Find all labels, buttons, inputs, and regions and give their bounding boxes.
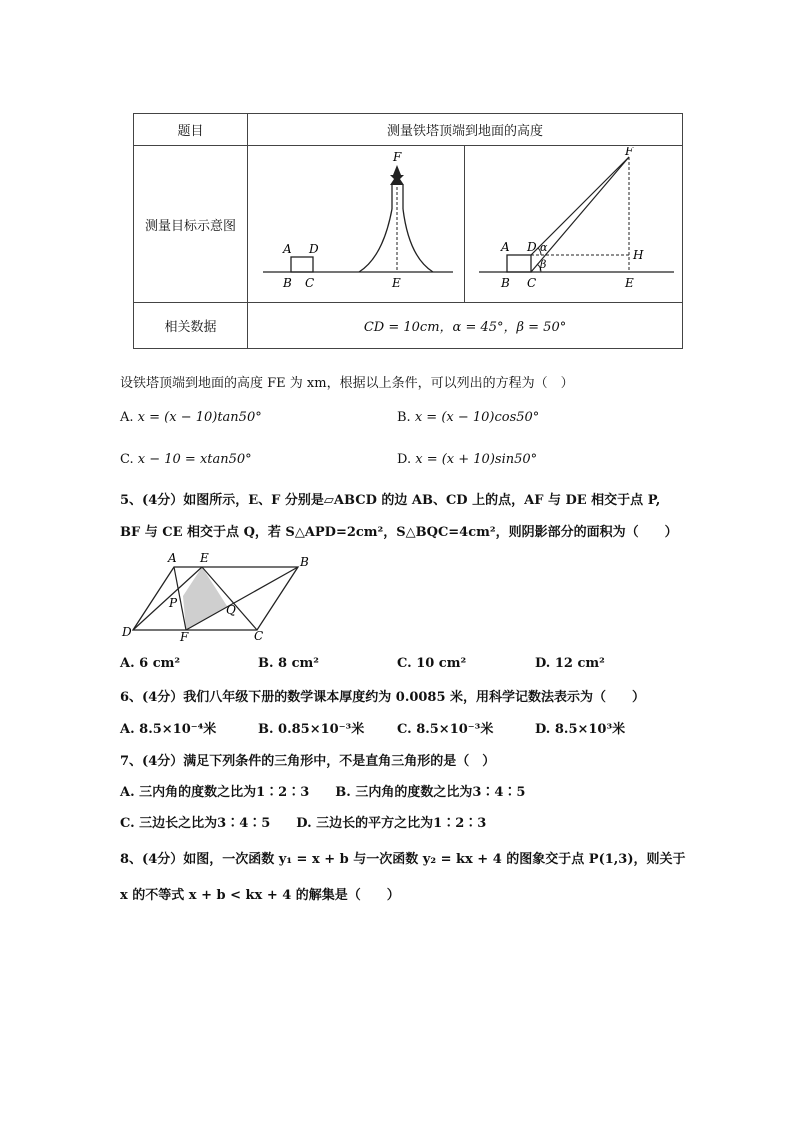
q6-option-c[interactable] [397, 718, 493, 737]
option-text: x = (x − 10)cos50° [414, 410, 540, 425]
label-B-2: B [500, 276, 510, 290]
tower-right-curve [403, 209, 433, 272]
option-text: 8.5×10³米 [554, 722, 626, 737]
q4-option-d[interactable] [397, 452, 537, 467]
q4-option-c[interactable] [120, 452, 252, 467]
diagram-cell-tower [248, 146, 465, 303]
label-P: P [169, 596, 178, 610]
q5-option-a[interactable] [120, 656, 180, 671]
label-B: B [300, 555, 309, 569]
option-letter: B. [397, 410, 411, 425]
option-text: x = (x − 10)tan50° [137, 410, 262, 425]
q7-options-cd: C. 三边长之比为3∶4∶5 D. 三边长的平方之比为1∶2∶3 [120, 816, 487, 831]
measuring-block [291, 257, 313, 272]
label-Q: Q [226, 603, 236, 617]
option-text: 8.5×10⁻³米 [416, 722, 494, 737]
q4-option-b[interactable] [397, 410, 539, 425]
option-letter: D. [397, 452, 412, 467]
table-header-label: 题目 [134, 114, 248, 146]
option-text: 8.5×10⁻⁴米 [139, 722, 217, 737]
tower-left-curve [359, 209, 392, 272]
angle-diagram [469, 147, 679, 297]
q5-option-b[interactable] [258, 656, 319, 671]
label-alpha: α [539, 241, 547, 254]
q6-option-b[interactable] [258, 718, 364, 737]
q7-stem: 7、(4分）满足下列条件的三角形中，不是直角三角形的是（ ） [120, 754, 496, 769]
label-A: A [283, 242, 292, 256]
q6-option-d[interactable] [535, 718, 625, 737]
option-letter: C. [397, 656, 412, 671]
label-A: A [168, 551, 177, 565]
q7-options-ab: A. 三内角的度数之比为1∶2∶3 B. 三内角的度数之比为3∶4∶5 [120, 785, 526, 800]
q6-option-a[interactable] [120, 718, 216, 737]
label-B: B [283, 276, 292, 290]
option-letter: B. [258, 722, 274, 737]
label-D-2: D [526, 240, 537, 254]
q4-option-a[interactable] [120, 410, 262, 425]
option-letter: A. [120, 656, 135, 671]
q6-stem: 6、(4分）我们八年级下册的数学课本厚度约为 0.0085 米，用科学记数法表示为（ ） [120, 690, 646, 705]
q8-stem-line2: x 的不等式 x + b < kx + 4 的解集是（ ） [120, 888, 400, 903]
label-F: F [180, 630, 189, 643]
option-letter: A. [120, 410, 134, 425]
label-F-2: F [624, 147, 633, 158]
label-E: E [392, 276, 401, 290]
shaded-region [183, 567, 227, 630]
table-diagram-label: 测量目标示意图 [134, 146, 248, 303]
label-C: C [254, 629, 264, 643]
sight-C-F [531, 157, 629, 272]
option-letter: D. [535, 722, 551, 737]
label-H-2: H [632, 248, 643, 262]
table-data-values: CD = 10cm，α = 45°，β = 50° [248, 303, 683, 349]
q8-stem-line1: 8、(4分）如图，一次函数 y₁ = x + b 与一次函数 y₂ = kx + 4 的图象交于点 P(1,3)，则关于 [120, 852, 686, 867]
q5-option-d[interactable] [535, 656, 605, 671]
option-text: x − 10 = xtan50° [137, 452, 252, 467]
label-D: D [309, 242, 319, 256]
parallelogram-figure [118, 548, 318, 643]
label-D: D [122, 625, 132, 639]
measurement-table [133, 113, 683, 349]
label-C: C [305, 276, 315, 290]
option-letter: A. [120, 722, 135, 737]
option-letter: B. [258, 656, 274, 671]
table-data-label: 相关数据 [134, 303, 248, 349]
tower-top [390, 165, 404, 185]
q5-option-c[interactable] [397, 656, 466, 671]
q5-stem-line1: 5、(4分）如图所示，E、F 分别是▱ABCD 的边 AB、CD 上的点，AF 与 DE 相交于点 P, [120, 493, 661, 508]
option-text: 0.85×10⁻³米 [278, 722, 365, 737]
option-letter: C. [120, 452, 134, 467]
label-F: F [393, 150, 402, 164]
option-letter: D. [535, 656, 551, 671]
diagram-cell-angles [465, 146, 683, 303]
option-letter: C. [397, 722, 412, 737]
option-text: 6 cm² [139, 656, 181, 671]
option-text: x = (x + 10)sin50° [415, 452, 538, 467]
q4-stem: 设铁塔顶端到地面的高度 FE 为 xm，根据以上条件，可以列出的方程为（ ） [120, 376, 574, 391]
label-C-2: C [526, 276, 536, 290]
table-header-title: 测量铁塔顶端到地面的高度 [248, 114, 683, 146]
label-beta: β [539, 258, 546, 271]
label-E: E [200, 551, 209, 565]
q5-stem-line2: BF 与 CE 相交于点 Q，若 S△APD=2cm²，S△BQC=4cm²，则阴影部分的面积为（ ） [120, 525, 678, 540]
option-text: 10 cm² [416, 656, 467, 671]
measuring-block-2 [507, 255, 531, 272]
option-text: 8 cm² [278, 656, 319, 671]
label-A-2: A [500, 240, 510, 254]
option-text: 12 cm² [554, 656, 605, 671]
tower-diagram [251, 147, 461, 297]
label-E-2: E [624, 276, 634, 290]
